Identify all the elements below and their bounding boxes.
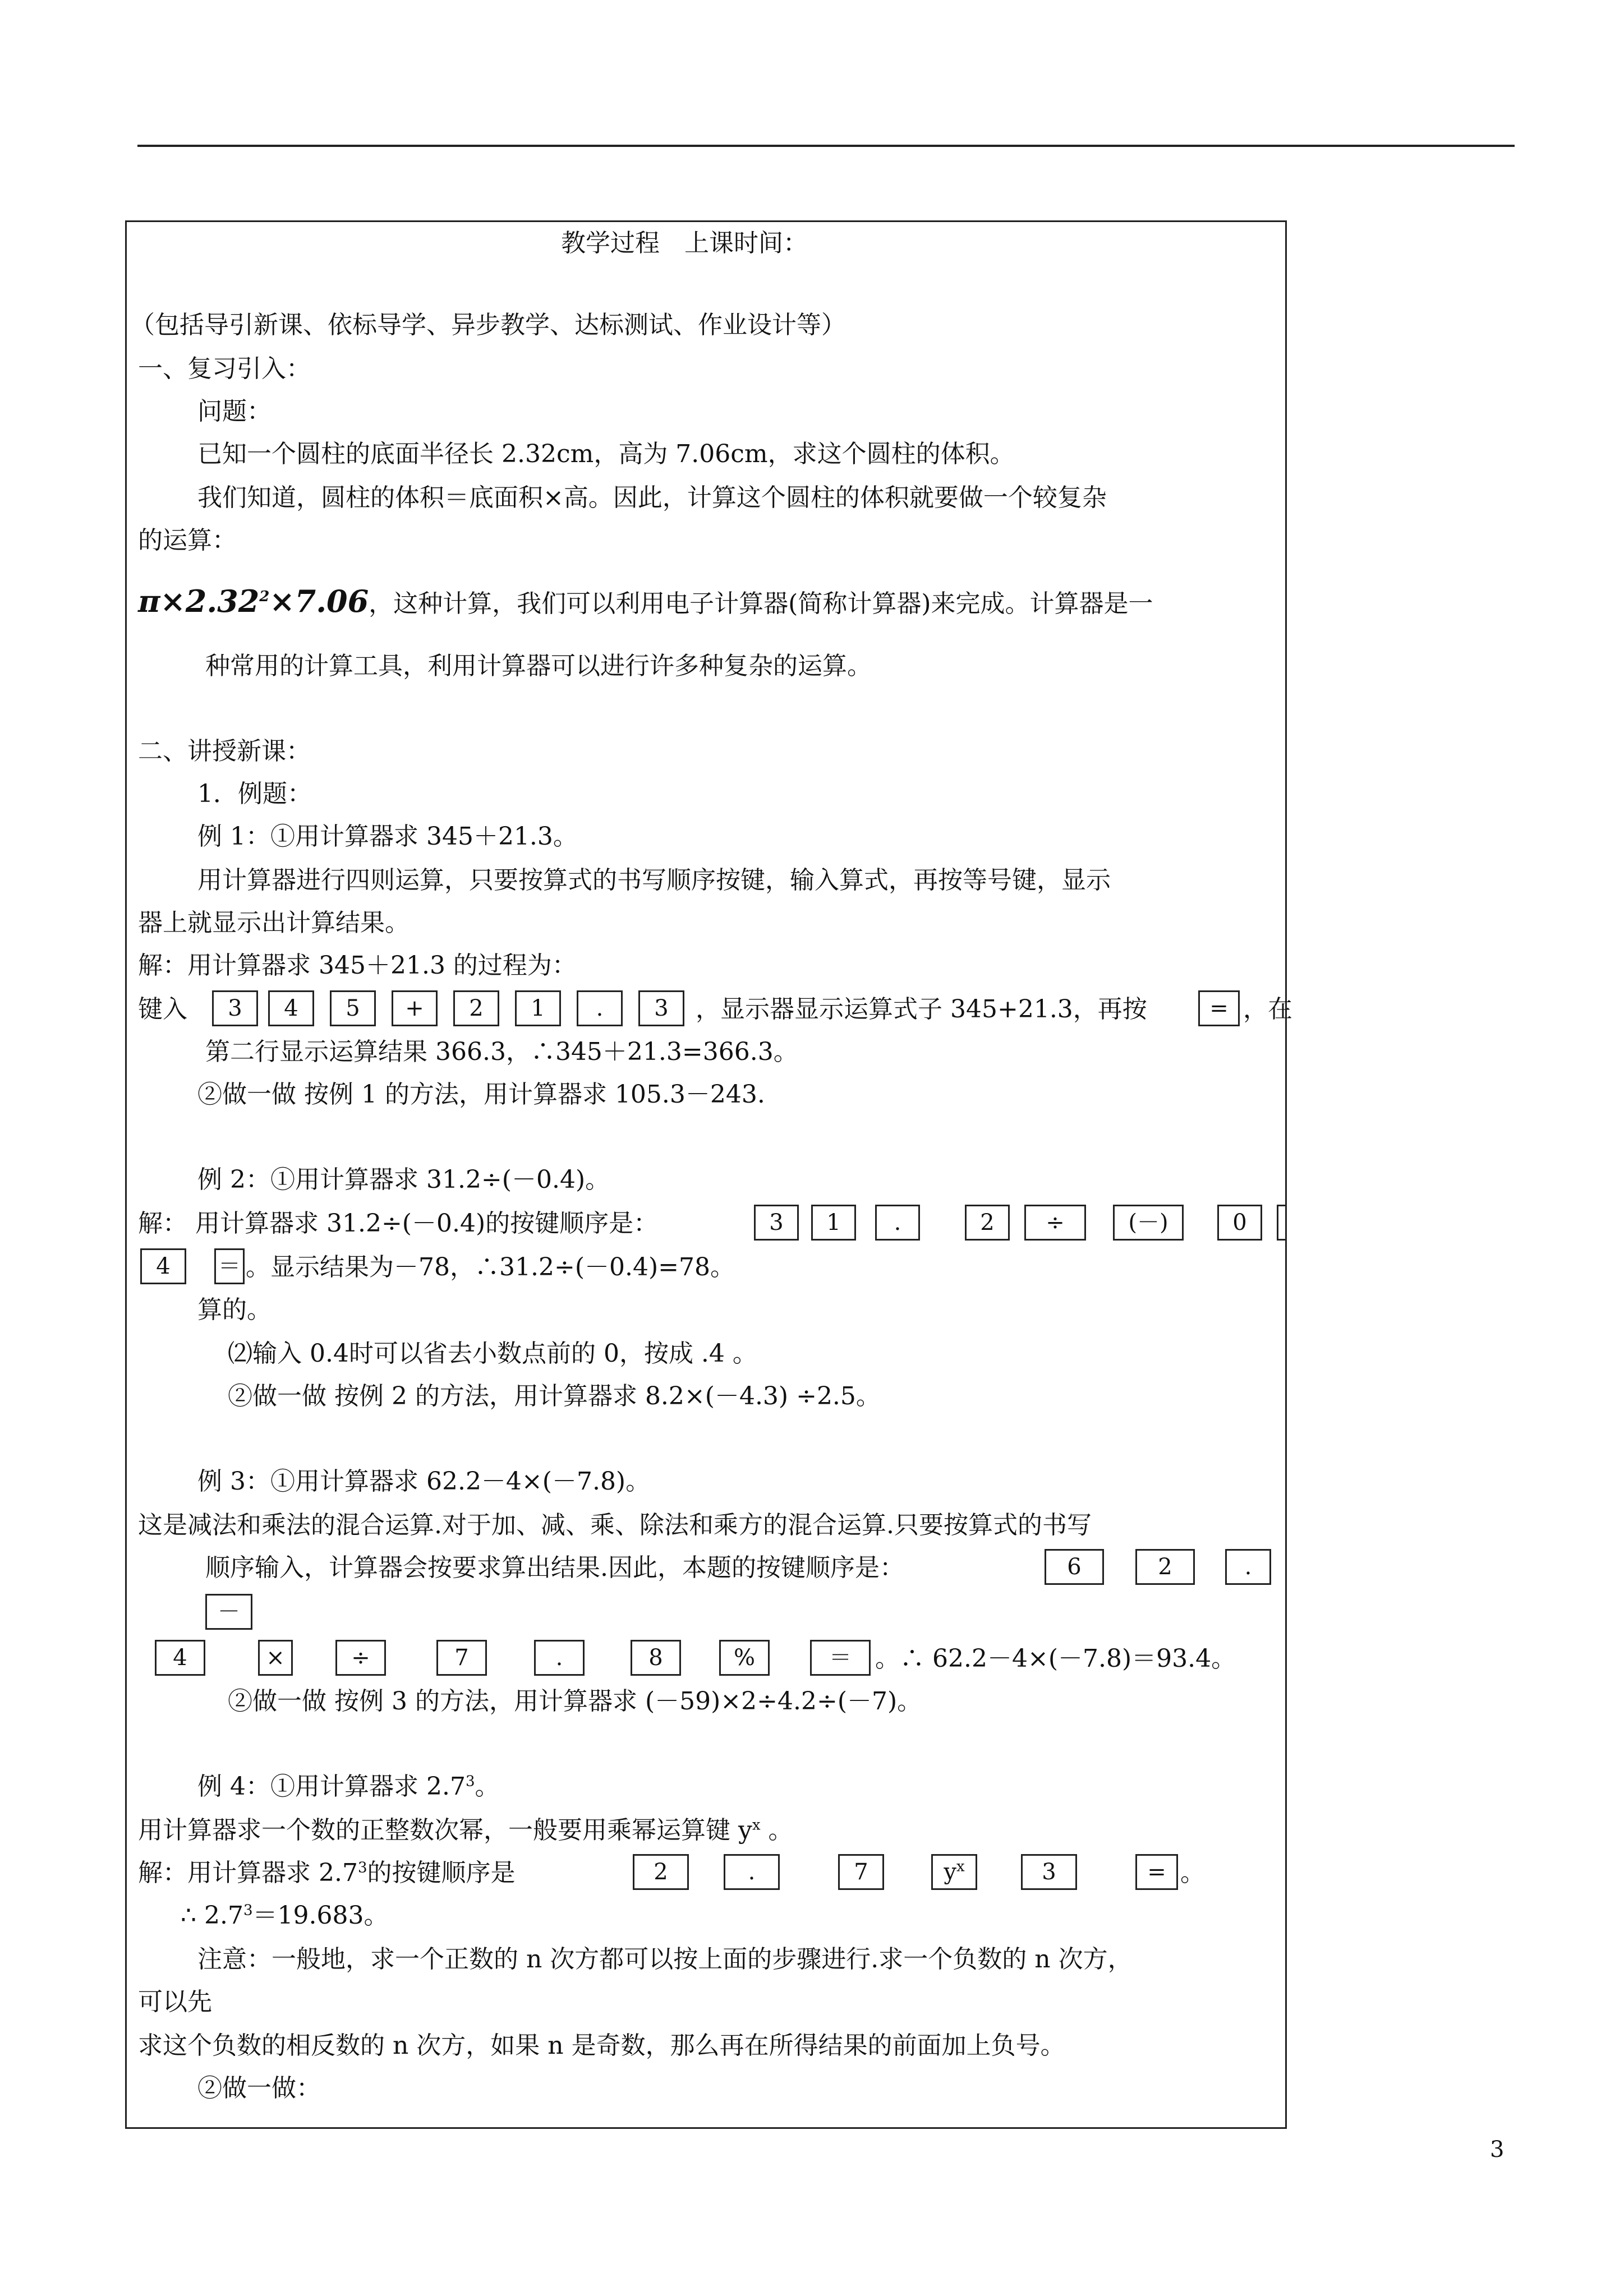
key-instruction: ，显示器显示运算式子 345+21.3，再按 <box>696 995 1147 1023</box>
calc-key: 8 <box>631 1640 681 1676</box>
solution-text: 解：用计算器求 345＋21.3 的过程为： <box>138 951 577 980</box>
paragraph: 种常用的计算工具，利用计算器可以进行许多种复杂的运算。 <box>205 652 872 680</box>
paragraph: 这是减法和乘法的混合运算.对于加、减、乘、除法和乘方的混合运算.只要按算式的书写 <box>138 1511 1092 1539</box>
calc-key: 3 <box>212 990 258 1026</box>
note: 可以先 <box>138 1988 212 2016</box>
calc-key: 7 <box>838 1854 884 1890</box>
calc-key: % <box>719 1640 770 1676</box>
calc-key: 2 <box>1135 1549 1195 1585</box>
try-it: ②做一做 按例 2 的方法，用计算器求 8.2×(－4.3) ÷2.5。 <box>228 1382 881 1410</box>
solution-text: 解： 用计算器求 31.2÷(－0.4)的按键顺序是： <box>138 1209 659 1238</box>
paragraph: 用计算器求一个数的正整数次幂，一般要用乘幂运算键 $y^x$ 。 <box>138 1816 793 1845</box>
calc-key: 2 <box>453 990 499 1026</box>
paragraph: 顺序输入，计算器会按要求算出结果.因此，本题的按键顺序是： <box>205 1553 904 1582</box>
calc-key: 2 <box>633 1854 689 1890</box>
calc-key: . <box>875 1205 920 1241</box>
calc-key: 0 <box>1217 1205 1262 1241</box>
calc-key-partial <box>1277 1205 1287 1241</box>
calc-key: ÷ <box>1024 1205 1086 1241</box>
calc-key: . <box>724 1854 780 1890</box>
try-it: ②做一做： <box>197 2074 321 2103</box>
key-prefix: 键入 <box>138 995 187 1023</box>
try-it: ②做一做 按例 1 的方法，用计算器求 105.3－243. <box>197 1080 765 1109</box>
note: 注意：一般地，求一个正数的 n 次方都可以按上面的步骤进行.求一个负数的 n 次方， <box>197 1945 1133 1974</box>
calc-key: (－) <box>1113 1205 1184 1241</box>
note: 算的。 <box>197 1295 272 1324</box>
calc-key: . <box>1225 1549 1271 1585</box>
calc-key-power: $y^x$ <box>931 1854 977 1890</box>
key-instruction: ，在 <box>1243 995 1292 1023</box>
formula: $\pi\times 2.32^2\times 7.06$ <box>138 583 369 619</box>
result-line: 第二行显示运算结果 366.3，∴345＋21.3=366.3。 <box>205 1038 798 1066</box>
calc-key: 3 <box>638 990 684 1026</box>
question-label: 问题： <box>197 397 272 426</box>
question-text: 已知一个圆柱的底面半径长 2.32cm，高为 7.06cm，求这个圆柱的体积。 <box>197 440 1015 468</box>
calc-key: 5 <box>330 990 376 1026</box>
section2-heading: 二、讲授新课： <box>138 737 311 766</box>
section1-heading: 一、复习引入： <box>138 354 311 383</box>
note: 求这个负数的相反数的 n 次方，如果 n 是奇数，那么再在所得结果的前面加上负号。 <box>138 2031 1065 2060</box>
calc-key: 4 <box>155 1640 205 1676</box>
page-title: 教学过程 上课时间： <box>561 229 808 257</box>
calc-key: 1 <box>811 1205 856 1241</box>
calc-key: × <box>258 1640 293 1676</box>
calc-key: 4 <box>268 990 314 1026</box>
note: ⑵输入 0.4时可以省去小数点前的 0，按成 .4 。 <box>228 1339 757 1368</box>
try-it: ②做一做 按例 3 的方法，用计算器求 (－59)×2÷4.2÷(－7)。 <box>228 1687 922 1716</box>
calc-key: 3 <box>1021 1854 1077 1890</box>
calc-key: － <box>205 1594 252 1630</box>
example4-title: 例 4：①用计算器求 $2.7^3$。 <box>197 1772 500 1801</box>
calc-key: ＝ <box>810 1640 871 1676</box>
calc-key: 7 <box>436 1640 487 1676</box>
header-rule <box>137 145 1515 147</box>
calc-key-equals: = <box>1135 1854 1178 1890</box>
calc-key-equals: ＝ <box>214 1248 245 1284</box>
example2-title: 例 2：①用计算器求 31.2÷(－0.4)。 <box>197 1165 610 1194</box>
calc-key: 2 <box>965 1205 1010 1241</box>
example3-title: 例 3：①用计算器求 62.2－4×(－7.8)。 <box>197 1467 651 1496</box>
calc-key: 4 <box>140 1248 186 1284</box>
paragraph: 的运算： <box>138 526 237 555</box>
subtitle: （包括导引新课、依标导学、异步教学、达标测试、作业设计等） <box>130 311 846 339</box>
sub-heading: 1．例题： <box>197 780 312 808</box>
calc-key: 1 <box>515 990 561 1026</box>
calc-key: + <box>392 990 438 1026</box>
page-number: 3 <box>1490 2137 1505 2163</box>
calc-key: . <box>534 1640 585 1676</box>
paragraph: 器上就显示出计算结果。 <box>138 909 410 937</box>
paragraph: 用计算器进行四则运算，只要按算式的书写顺序按键，输入算式，再按等号键，显示 <box>197 866 1111 895</box>
calc-key: ÷ <box>335 1640 386 1676</box>
result-line: ∴ $2.7^3=19.683$。 <box>181 1901 389 1930</box>
solution-text: 解：用计算器求 $2.7^3$的按键顺序是 <box>138 1859 516 1887</box>
calc-key: 3 <box>754 1205 799 1241</box>
result-line: 。∴ 62.2－4×(－7.8)＝93.4。 <box>875 1644 1236 1673</box>
formula-line: $\pi\times 2.32^2\times 7.06$，这种计算，我们可以利用电子计算器(简称计算器)来完成。计算器是一 <box>138 583 1153 619</box>
calc-key-equals: = <box>1198 990 1240 1026</box>
example1-title: 例 1：①用计算器求 345＋21.3。 <box>197 822 578 851</box>
result-line: 。显示结果为－78，∴31.2÷(－0.4)=78。 <box>246 1253 735 1281</box>
paragraph: 我们知道，圆柱的体积＝底面积×高。因此，计算这个圆柱的体积就要做一个较复杂 <box>197 483 1107 512</box>
calc-key: . <box>577 990 623 1026</box>
punctuation: 。 <box>1180 1859 1205 1887</box>
calc-key: 6 <box>1045 1549 1104 1585</box>
